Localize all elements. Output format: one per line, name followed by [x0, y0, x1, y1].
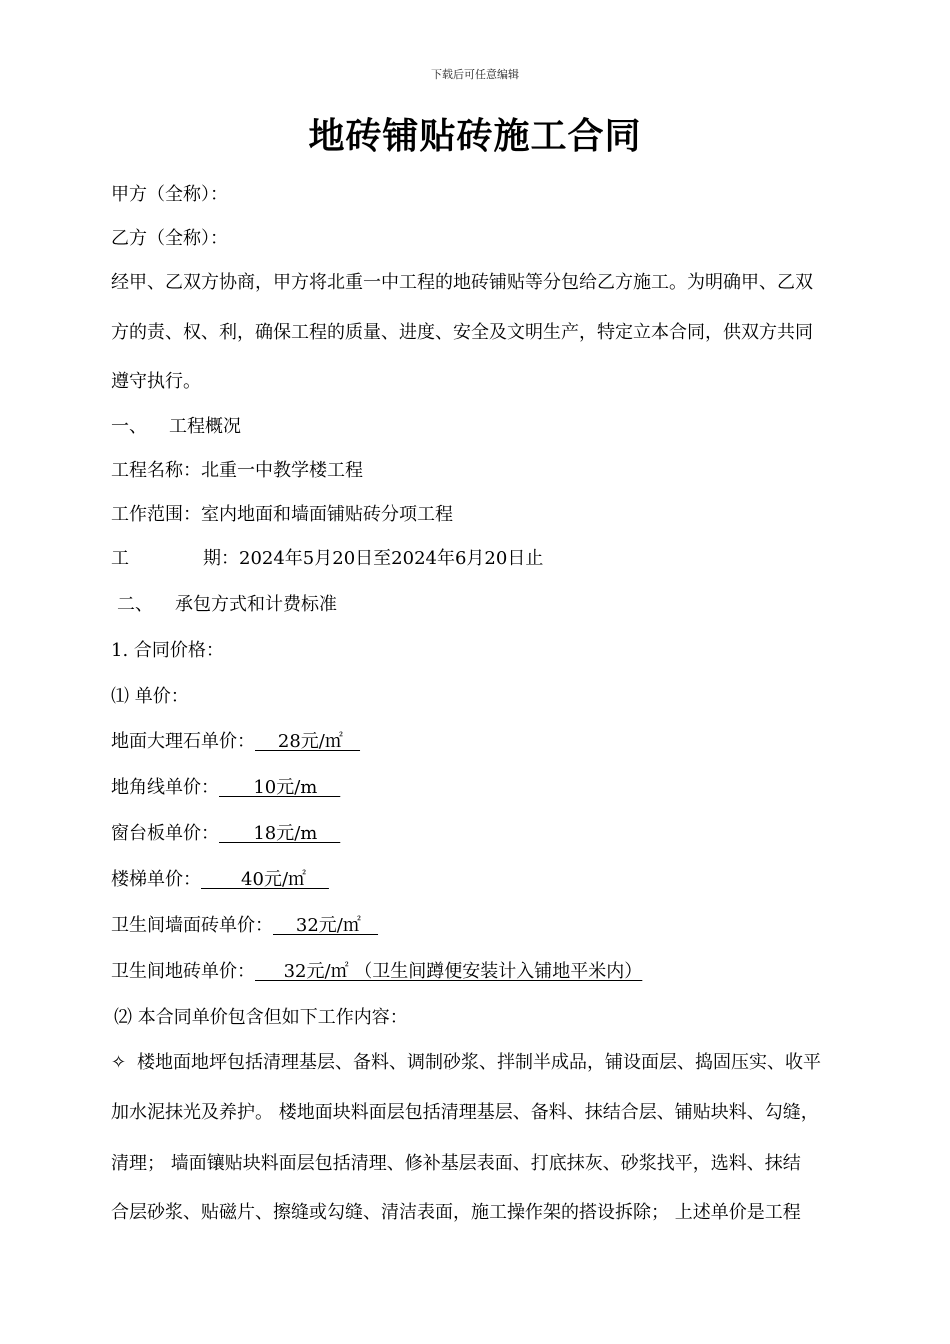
- price-label: 窗台板单价：: [111, 823, 219, 844]
- work-content-line-3: 清理； 墙面镶贴块料面层包括清理、修补基层表面、打底抹灰、砂浆找平，选料、抹结: [111, 1153, 801, 1174]
- section-1-title: 工程概况: [169, 416, 241, 437]
- price-row: [111, 914, 378, 938]
- period-line: [111, 547, 543, 571]
- price-label: 卫生间地砖单价：: [111, 961, 255, 982]
- price-label: 地面大理石单价：: [111, 731, 255, 752]
- intro-line-2: 方的责、权、利，确保工程的质量、进度、安全及文明生产，特定立本合同，供双方共同: [111, 322, 813, 343]
- includes-line: ⑵ 本合同单价包含但如下工作内容：: [114, 1007, 408, 1028]
- header-note: 下载后可任意编辑: [431, 68, 519, 81]
- work-content-text: 楼地面地坪包括清理基层、备料、调制砂浆、拌制半成品，铺设面层、捣固压实、收平: [137, 1052, 821, 1073]
- section-2-title: 承包方式和计费标准: [175, 594, 337, 615]
- price-value: 32元/㎡ （卫生间蹲便安装计入铺地平米内）: [255, 961, 643, 982]
- period-label-rest: 期：2024年5月20日至2024年6月20日止: [203, 548, 544, 569]
- project-name-line: 工程名称：北重一中教学楼工程: [111, 460, 363, 481]
- price-value: 18元/m: [219, 823, 341, 844]
- work-content-line-1: [111, 1051, 821, 1075]
- party-a-line: 甲方（全称）：: [111, 184, 228, 205]
- document-title: 地砖铺贴砖施工合同: [308, 116, 642, 157]
- section-1-heading: [111, 415, 241, 439]
- work-content-line-2: 加水泥抹光及养护。 楼地面块料面层包括清理基层、备料、抹结合层、铺贴块料、勾缝，: [111, 1102, 819, 1123]
- contract-price-line: 1. 合同价格：: [111, 640, 224, 661]
- party-b-line: 乙方（全称）：: [111, 228, 228, 249]
- section-1-number: 一、: [111, 416, 147, 437]
- section-2-number: 二、: [117, 594, 153, 615]
- price-value: 10元/m: [219, 777, 341, 798]
- price-row: [111, 730, 360, 754]
- diamond-bullet-icon: ✧: [111, 1052, 127, 1073]
- price-row: [111, 868, 329, 892]
- unit-price-line: ⑴ 单价：: [111, 686, 189, 707]
- price-label: 卫生间墙面砖单价：: [111, 915, 273, 936]
- price-row: [111, 776, 340, 800]
- intro-line-3: 遵守执行。: [111, 371, 201, 392]
- price-row: [111, 822, 340, 846]
- price-value: 40元/㎡: [201, 869, 329, 890]
- price-value: 28元/㎡: [255, 731, 361, 752]
- price-value: 32元/㎡: [273, 915, 379, 936]
- work-content-line-4: 合层砂浆、贴磁片、擦缝或勾缝、清洁表面，施工操作架的搭设拆除； 上述单价是工程: [111, 1202, 801, 1223]
- intro-line-1: 经甲、乙双方协商，甲方将北重一中工程的地砖铺贴等分包给乙方施工。为明确甲、乙双: [111, 272, 813, 293]
- section-2-heading: [117, 593, 337, 617]
- price-row: [111, 960, 642, 984]
- period-label-start: 工: [111, 548, 129, 569]
- price-label: 楼梯单价：: [111, 869, 201, 890]
- price-label: 地角线单价：: [111, 777, 219, 798]
- work-scope-line: 工作范围：室内地面和墙面铺贴砖分项工程: [111, 504, 453, 525]
